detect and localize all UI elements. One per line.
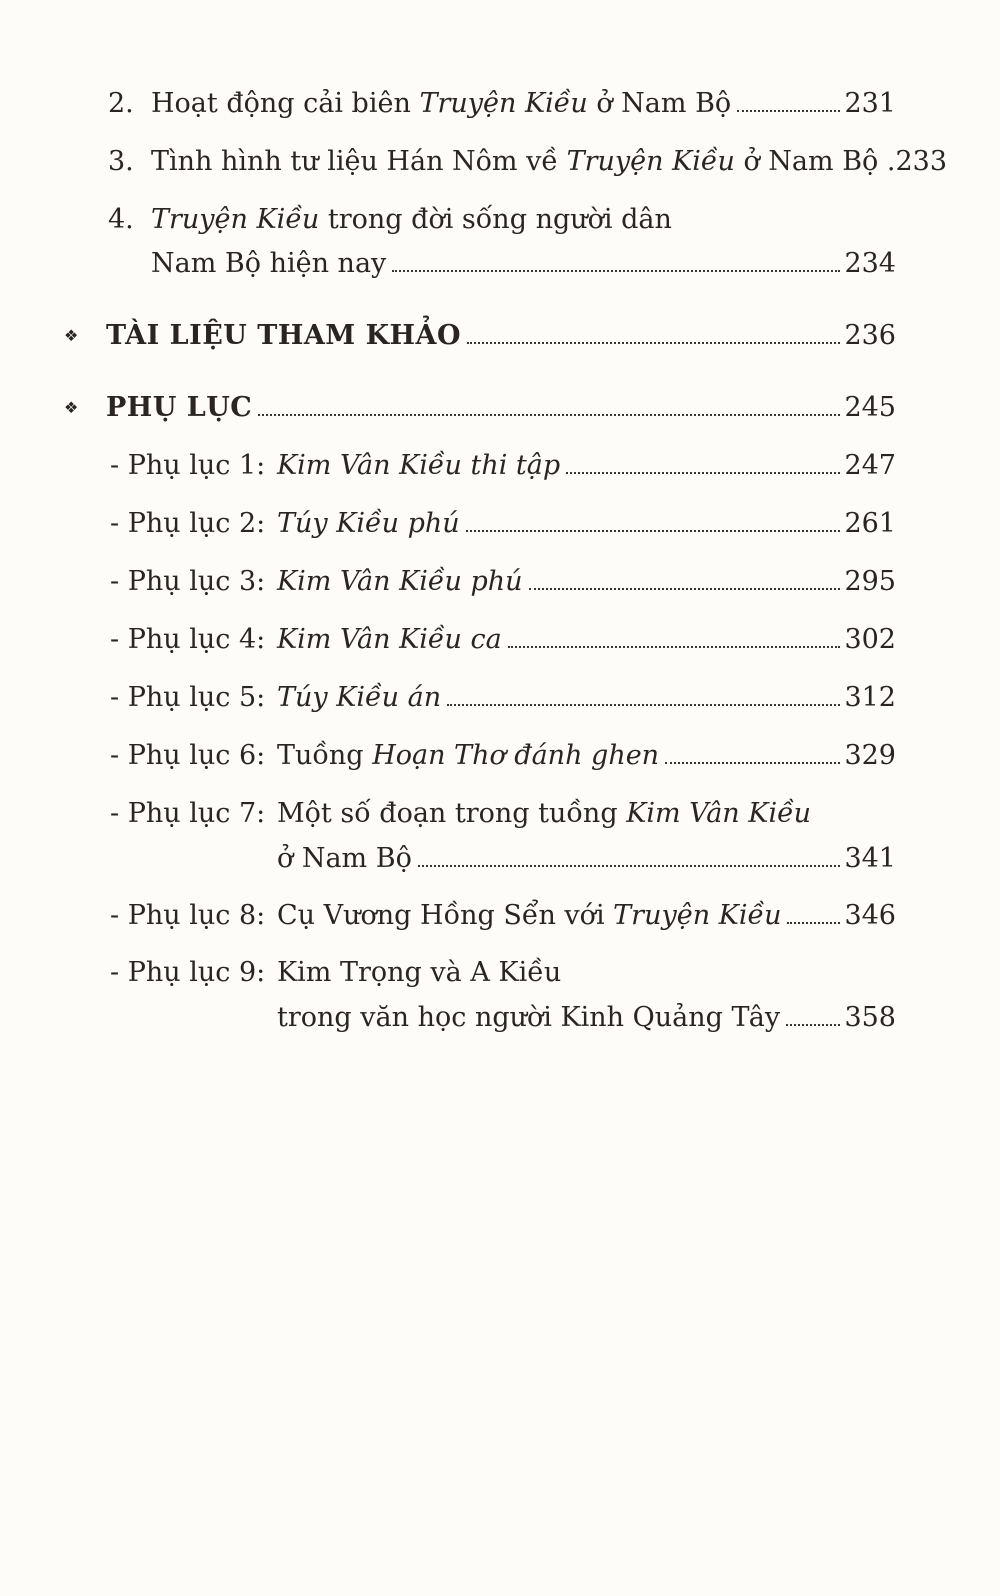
dot-leader	[529, 587, 841, 590]
toc-entry-text: Kim Vân Kiều ca	[277, 624, 502, 655]
toc-section-appendix[interactable]	[106, 394, 896, 421]
page-number: 358	[844, 1002, 896, 1033]
toc-appendix-4[interactable]	[277, 626, 896, 653]
page-number: 261	[844, 508, 896, 539]
toc-item-number: 3.	[108, 146, 134, 177]
toc-appendix-7[interactable]	[277, 845, 896, 872]
toc-entry-4[interactable]	[151, 250, 896, 277]
page-number: 295	[844, 566, 896, 597]
toc-entry-2[interactable]	[151, 90, 896, 117]
toc-item-number: 4.	[108, 204, 134, 235]
toc-entry-text: Nam Bộ hiện nay	[151, 248, 387, 279]
appendix-label: - Phụ lục 9:	[110, 957, 266, 988]
toc-entry-text: Hoạt động cải biên Truyện Kiều ở Nam Bộ	[151, 88, 732, 119]
appendix-label: - Phụ lục 5:	[110, 682, 266, 713]
appendix-label: - Phụ lục 3:	[110, 566, 266, 597]
toc-appendix-5[interactable]	[277, 684, 896, 711]
toc-appendix-9[interactable]	[277, 1004, 896, 1031]
toc-appendix-3[interactable]	[277, 568, 896, 595]
dot-leader	[786, 1023, 840, 1026]
page-number: 247	[844, 450, 896, 481]
toc-entry-4-line1: Truyện Kiều trong đời sống người dân	[151, 204, 672, 235]
toc-entry-text: Kim Vân Kiều phú	[277, 566, 523, 597]
appendix-label: - Phụ lục 6:	[110, 740, 266, 771]
page-number: 312	[844, 682, 896, 713]
toc-appendix-7-line1: Một số đoạn trong tuồng Kim Vân Kiều	[277, 798, 812, 829]
dot-leader	[418, 864, 841, 867]
toc-entry-text: Tình hình tư liệu Hán Nôm về Truyện Kiều ở Nam Bộ .	[151, 146, 896, 177]
page-number: 346	[844, 900, 896, 931]
page-number: 329	[844, 740, 896, 771]
toc-appendix-9-line1: Kim Trọng và A Kiều	[277, 957, 562, 988]
toc-entry-text: Tuồng Hoạn Thơ đánh ghen	[277, 740, 660, 771]
dot-leader	[467, 341, 840, 344]
toc-appendix-2[interactable]	[277, 510, 896, 537]
appendix-label: - Phụ lục 2:	[110, 508, 266, 539]
page-number: 233	[895, 146, 948, 177]
appendix-label: - Phụ lục 4:	[110, 624, 266, 655]
toc-entry-text: ở Nam Bộ	[277, 843, 412, 874]
toc-entry-text: trong văn học người Kinh Quảng Tây	[277, 1002, 781, 1033]
dot-leader	[466, 529, 841, 532]
toc-appendix-6[interactable]	[277, 742, 896, 769]
toc-entry-text: Túy Kiều án	[277, 682, 442, 713]
appendix-label: - Phụ lục 1:	[110, 450, 266, 481]
toc-appendix-8[interactable]	[277, 902, 896, 929]
dot-leader	[508, 645, 841, 648]
dot-leader	[737, 109, 840, 112]
section-title: PHỤ LỤC	[106, 392, 253, 423]
toc-entry-text: Kim Vân Kiều thi tập	[277, 450, 561, 481]
appendix-label: - Phụ lục 8:	[110, 900, 266, 931]
dot-leader	[447, 703, 840, 706]
appendix-label: - Phụ lục 7:	[110, 798, 266, 829]
page-number: 245	[844, 392, 896, 423]
dot-leader	[392, 269, 840, 272]
toc-item-number: 2.	[108, 88, 134, 119]
toc-appendix-1[interactable]	[277, 452, 896, 479]
diamond-bullet-icon: ❖	[64, 398, 79, 417]
page-number: 302	[844, 624, 896, 655]
dot-leader	[787, 921, 840, 924]
dot-leader	[258, 413, 840, 416]
page-number: 231	[844, 88, 896, 119]
page-number: 236	[844, 320, 896, 351]
dot-leader	[566, 471, 840, 474]
toc-entry-3[interactable]	[151, 146, 948, 177]
toc-entry-text: Túy Kiều phú	[277, 508, 460, 539]
page-number: 234	[844, 248, 896, 279]
toc-entry-text: Cụ Vương Hồng Sển với Truyện Kiều	[277, 900, 782, 931]
toc-section-references[interactable]	[106, 322, 896, 349]
dot-leader	[665, 761, 840, 764]
page-number: 341	[844, 843, 896, 874]
diamond-bullet-icon: ❖	[64, 326, 79, 345]
section-title: TÀI LIỆU THAM KHẢO	[106, 320, 462, 351]
